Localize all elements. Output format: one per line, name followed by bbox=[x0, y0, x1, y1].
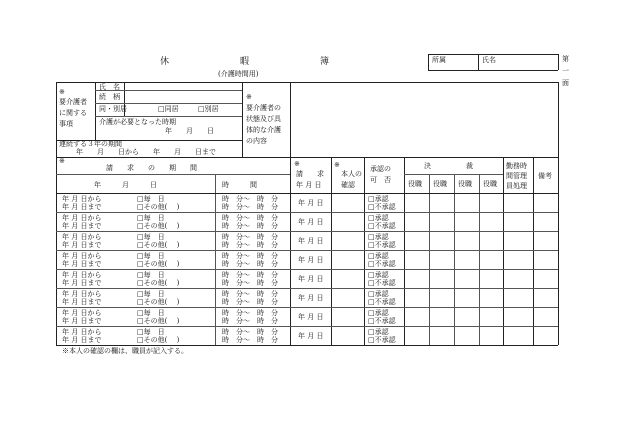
officer-header-4: 役職 bbox=[483, 180, 497, 188]
everyday-checkbox[interactable]: □毎 日 bbox=[137, 271, 165, 279]
work-manager-header-3: 員処理 bbox=[506, 182, 527, 190]
condition-label-line1: 要介護者の bbox=[246, 104, 281, 112]
time-range-2[interactable]: 時 分～ 時 分 bbox=[222, 241, 278, 249]
time-range-1[interactable]: 時 分～ 時 分 bbox=[222, 252, 278, 260]
approve-checkbox[interactable]: □承認 bbox=[368, 214, 389, 222]
everyday-checkbox[interactable]: □毎 日 bbox=[137, 290, 165, 298]
request-date-header-2: 年 月 日 bbox=[296, 181, 322, 189]
row-divider bbox=[56, 307, 558, 308]
caregiver-label-line1: 要介護者 bbox=[59, 98, 87, 106]
request-date-header-1: 請 求 bbox=[296, 170, 324, 178]
remarks-header: 備考 bbox=[538, 172, 552, 180]
request-date[interactable]: 年 月 日 bbox=[298, 237, 324, 245]
condition-mark: ※ bbox=[246, 93, 252, 101]
everyday-checkbox[interactable]: □毎 日 bbox=[137, 252, 165, 260]
everyday-checkbox[interactable]: □毎 日 bbox=[137, 214, 165, 222]
time-column-header: 時 間 bbox=[222, 181, 257, 189]
request-start-date[interactable]: 年 月 日から bbox=[62, 233, 102, 241]
request-date[interactable]: 年 月 日 bbox=[298, 256, 324, 264]
request-date[interactable]: 年 月 日 bbox=[298, 275, 324, 283]
other-checkbox[interactable]: □その他( ) bbox=[137, 279, 180, 287]
confirm-mark: ※ bbox=[334, 161, 340, 169]
row-divider bbox=[56, 250, 558, 251]
request-end-date[interactable]: 年 月 日まで bbox=[62, 260, 102, 268]
request-end-date[interactable]: 年 月 日まで bbox=[62, 203, 102, 211]
request-start-date[interactable]: 年 月 日から bbox=[62, 195, 102, 203]
approval-header-2: 可 否 bbox=[370, 176, 391, 184]
relation-label: 続 柄 bbox=[99, 93, 120, 101]
cohabit-checkbox-same[interactable]: □同居 bbox=[158, 105, 179, 113]
care-needed-date-value: 年 月 日 bbox=[165, 127, 214, 135]
everyday-checkbox[interactable]: □毎 日 bbox=[137, 328, 165, 336]
request-date[interactable]: 年 月 日 bbox=[298, 218, 324, 226]
time-range-2[interactable]: 時 分～ 時 分 bbox=[222, 203, 278, 211]
care-needed-date-label: 介護が必要となった時期 bbox=[99, 118, 176, 126]
time-range-1[interactable]: 時 分～ 時 分 bbox=[222, 195, 278, 203]
reject-checkbox[interactable]: □不承認 bbox=[368, 279, 396, 287]
request-start-date[interactable]: 年 月 日から bbox=[62, 328, 102, 336]
approve-checkbox[interactable]: □承認 bbox=[368, 195, 389, 203]
other-checkbox[interactable]: □その他( ) bbox=[137, 260, 180, 268]
officer-header-1: 役職 bbox=[408, 180, 422, 188]
request-date[interactable]: 年 月 日 bbox=[298, 313, 324, 321]
approve-checkbox[interactable]: □承認 bbox=[368, 328, 389, 336]
reject-checkbox[interactable]: □不承認 bbox=[368, 298, 396, 306]
time-range-1[interactable]: 時 分～ 時 分 bbox=[222, 233, 278, 241]
affiliation-label: 所属 bbox=[432, 56, 446, 64]
approve-checkbox[interactable]: □承認 bbox=[368, 271, 389, 279]
time-range-2[interactable]: 時 分～ 時 分 bbox=[222, 222, 278, 230]
request-end-date[interactable]: 年 月 日まで bbox=[62, 241, 102, 249]
reject-checkbox[interactable]: □不承認 bbox=[368, 222, 396, 230]
approve-checkbox[interactable]: □承認 bbox=[368, 309, 389, 317]
other-checkbox[interactable]: □その他( ) bbox=[137, 222, 180, 230]
request-date[interactable]: 年 月 日 bbox=[298, 294, 324, 302]
request-start-date[interactable]: 年 月 日から bbox=[62, 309, 102, 317]
time-range-1[interactable]: 時 分～ 時 分 bbox=[222, 309, 278, 317]
approve-checkbox[interactable]: □承認 bbox=[368, 290, 389, 298]
request-start-date[interactable]: 年 月 日から bbox=[62, 271, 102, 279]
other-checkbox[interactable]: □その他( ) bbox=[137, 298, 180, 306]
date-column-header: 年 月 日 bbox=[94, 181, 157, 189]
request-start-date[interactable]: 年 月 日から bbox=[62, 290, 102, 298]
page-side-label-3: 面 bbox=[562, 79, 569, 87]
cohabit-label: 同・別居 bbox=[99, 105, 127, 113]
other-checkbox[interactable]: □その他( ) bbox=[137, 203, 180, 211]
confirm-header-1: 本人の bbox=[341, 170, 362, 178]
row-divider bbox=[56, 326, 558, 327]
time-range-2[interactable]: 時 分～ 時 分 bbox=[222, 279, 278, 287]
title-subtitle: (介護時間用) bbox=[218, 70, 259, 78]
time-range-2[interactable]: 時 分～ 時 分 bbox=[222, 298, 278, 306]
request-end-date[interactable]: 年 月 日まで bbox=[62, 336, 102, 344]
officer-header-3: 役職 bbox=[458, 180, 472, 188]
reject-checkbox[interactable]: □不承認 bbox=[368, 317, 396, 325]
request-end-date[interactable]: 年 月 日まで bbox=[62, 279, 102, 287]
period-value: 年 月 日から 年 月 日まで bbox=[76, 148, 216, 156]
time-range-2[interactable]: 時 分～ 時 分 bbox=[222, 317, 278, 325]
row-divider bbox=[56, 212, 558, 213]
caregiver-mark: ※ bbox=[59, 88, 65, 96]
page-side-label-1: 第 bbox=[562, 55, 569, 63]
reject-checkbox[interactable]: □不承認 bbox=[368, 203, 396, 211]
request-period-header: 請 求 の 期 間 bbox=[106, 164, 197, 172]
time-range-1[interactable]: 時 分～ 時 分 bbox=[222, 214, 278, 222]
reject-checkbox[interactable]: □不承認 bbox=[368, 336, 396, 344]
caregiver-label-line2: に関する bbox=[59, 109, 87, 117]
reject-checkbox[interactable]: □不承認 bbox=[368, 260, 396, 268]
cohabit-checkbox-separate[interactable]: □別居 bbox=[198, 105, 219, 113]
everyday-checkbox[interactable]: □毎 日 bbox=[137, 233, 165, 241]
everyday-checkbox[interactable]: □毎 日 bbox=[137, 309, 165, 317]
caregiver-label-line3: 事項 bbox=[59, 120, 73, 128]
work-manager-header-2: 間管理 bbox=[506, 172, 527, 180]
approve-checkbox[interactable]: □承認 bbox=[368, 233, 389, 241]
request-date[interactable]: 年 月 日 bbox=[298, 332, 324, 340]
request-date-mark: ※ bbox=[294, 160, 300, 168]
page-side-label-2: 一 bbox=[562, 67, 569, 75]
row-divider bbox=[56, 269, 558, 270]
cared-person-name-label: 氏 名 bbox=[99, 83, 120, 91]
reject-checkbox[interactable]: □不承認 bbox=[368, 241, 396, 249]
request-end-date[interactable]: 年 月 日まで bbox=[62, 222, 102, 230]
condition-label-line3: 体的な介護 bbox=[246, 126, 281, 134]
title-char-3: 簿 bbox=[320, 57, 330, 67]
footnote: ※本人の確認の欄は、職員が記入する。 bbox=[62, 347, 188, 355]
other-checkbox[interactable]: □その他( ) bbox=[137, 241, 180, 249]
decision-header: 決 裁 bbox=[424, 162, 473, 170]
time-range-1[interactable]: 時 分～ 時 分 bbox=[222, 328, 278, 336]
everyday-checkbox[interactable]: □毎 日 bbox=[137, 195, 165, 203]
request-start-date[interactable]: 年 月 日から bbox=[62, 214, 102, 222]
confirm-header-2: 確認 bbox=[341, 181, 355, 189]
title-char-2: 暇 bbox=[240, 57, 250, 67]
time-range-2[interactable]: 時 分～ 時 分 bbox=[222, 260, 278, 268]
approval-header-1: 承認の bbox=[370, 165, 391, 173]
request-mark: ※ bbox=[59, 157, 65, 165]
time-range-1[interactable]: 時 分～ 時 分 bbox=[222, 290, 278, 298]
name-label: 氏名 bbox=[482, 56, 496, 64]
request-start-date[interactable]: 年 月 日から bbox=[62, 252, 102, 260]
request-date[interactable]: 年 月 日 bbox=[298, 199, 324, 207]
other-checkbox[interactable]: □その他( ) bbox=[137, 317, 180, 325]
time-range-2[interactable]: 時 分～ 時 分 bbox=[222, 336, 278, 344]
officer-header-2: 役職 bbox=[433, 180, 447, 188]
request-end-date[interactable]: 年 月 日まで bbox=[62, 317, 102, 325]
time-range-1[interactable]: 時 分～ 時 分 bbox=[222, 271, 278, 279]
request-end-date[interactable]: 年 月 日まで bbox=[62, 298, 102, 306]
row-divider bbox=[56, 288, 558, 289]
work-manager-header-1: 勤務時 bbox=[506, 162, 527, 170]
approve-checkbox[interactable]: □承認 bbox=[368, 252, 389, 260]
other-checkbox[interactable]: □その他( ) bbox=[137, 336, 180, 344]
condition-label-line4: の内容 bbox=[246, 137, 267, 145]
row-divider bbox=[56, 231, 558, 232]
condition-label-line2: 状態及び具 bbox=[246, 115, 281, 123]
period-label: 連続する３年の期間 bbox=[59, 140, 122, 148]
title-char-1: 休 bbox=[160, 57, 170, 67]
